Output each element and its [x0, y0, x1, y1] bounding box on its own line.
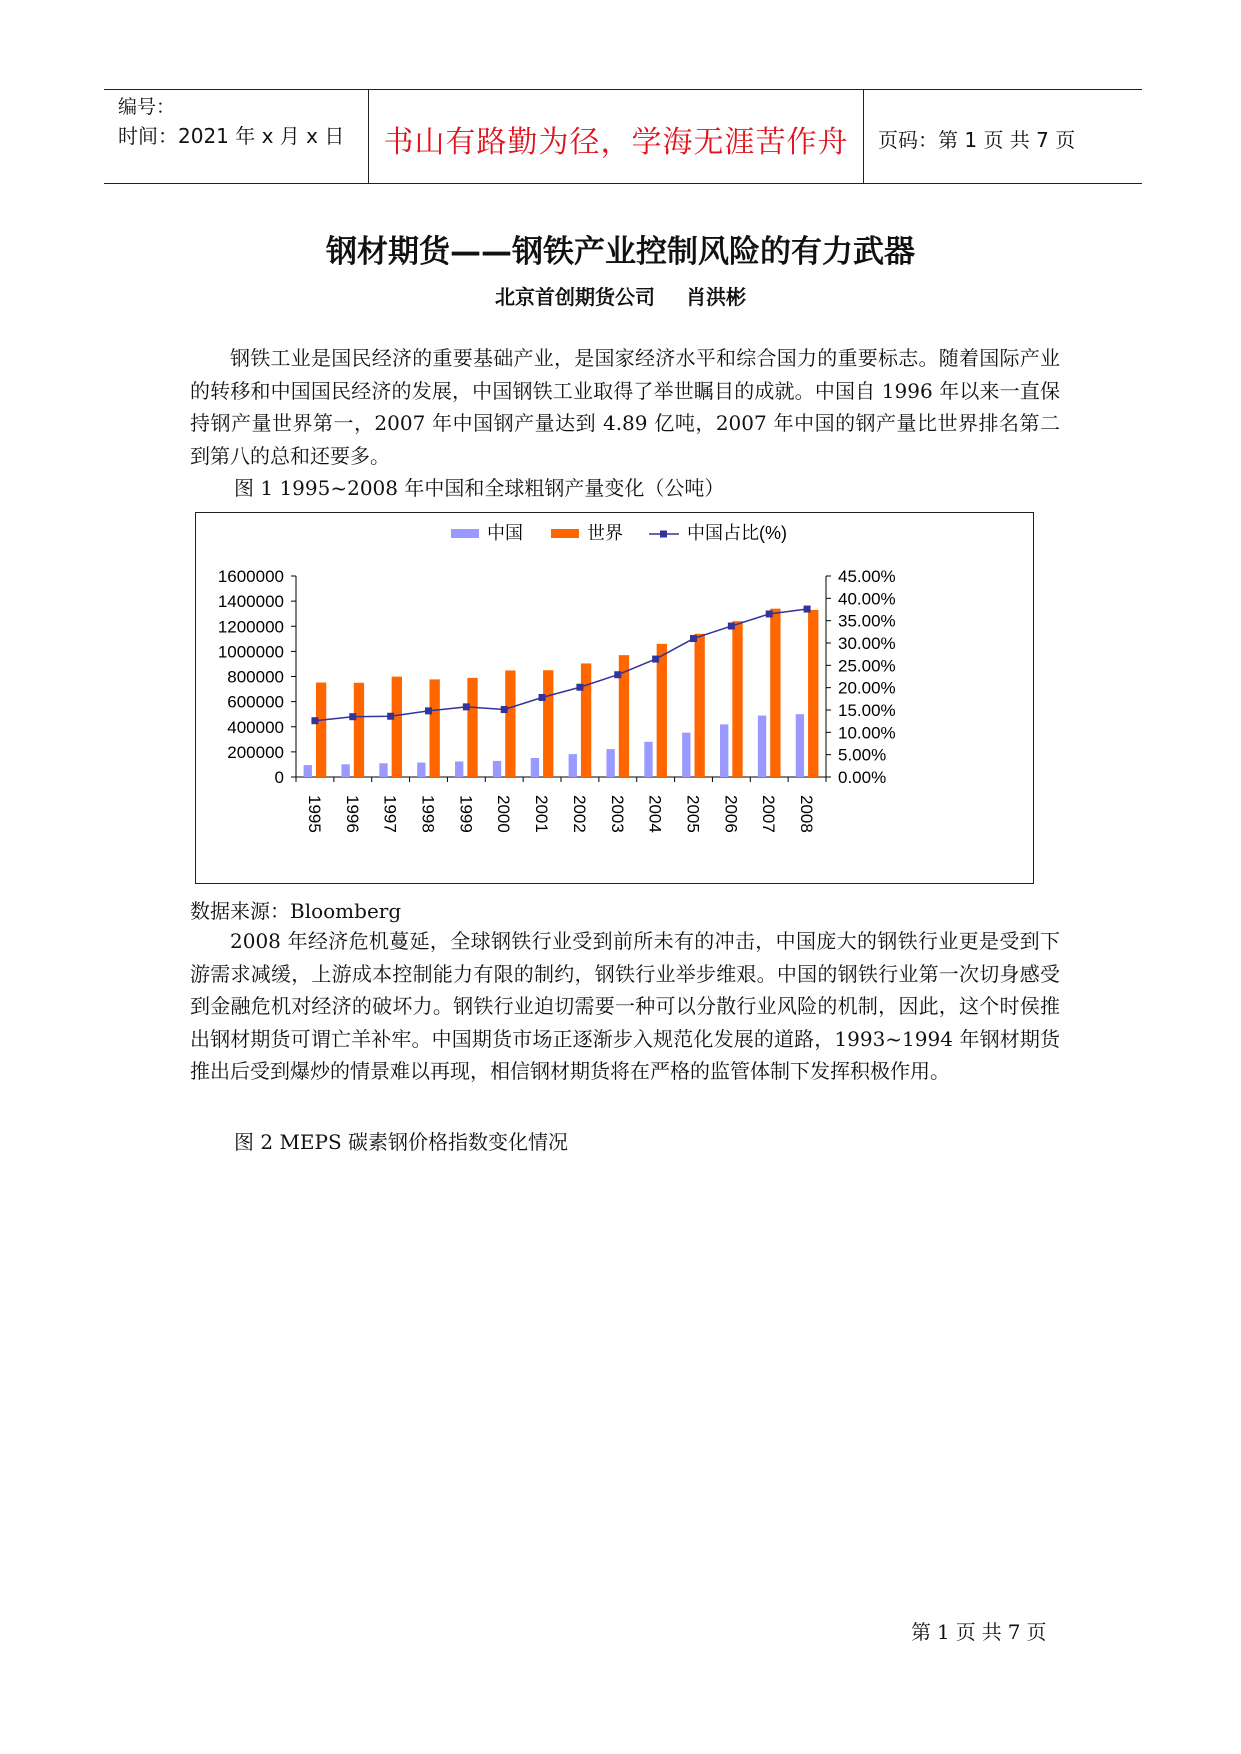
left-tick-label: 600000 [227, 692, 284, 712]
line-point [463, 703, 470, 710]
legend-label-world: 世界 [587, 523, 623, 543]
author-org: 北京首创期货公司 [495, 285, 656, 309]
line-point [766, 610, 773, 617]
paragraph-2: 2008 年经济危机蔓延，全球钢铁行业受到前所未有的冲击，中国庞大的钢铁行业更是受到下游需求减缓，上游成本控制能力有限的制约，钢铁行业举步维艰。中国的钢铁行业第一次切身感受到金融危机对经济的破坏力。钢铁行业迫切需要一种可以分散行业风险的机制，因此，这个时侯推出钢材期货可谓亡羊补牢。中国期货市场正逐渐步入规范化发展的道路，1993~1994 年钢材期货推出后受到爆炒的情景难以再现，相信钢材期货将在严格的监管体制下发挥积极作用。 [190, 929, 1060, 1083]
x-tick-label: 2004 [645, 795, 665, 833]
left-tick-label: 1000000 [217, 642, 284, 662]
left-tick-label: 400000 [227, 717, 284, 737]
steel-output-chart [195, 512, 1034, 884]
chart-legend [451, 523, 787, 543]
bar-china [379, 763, 387, 777]
bar-world [354, 683, 364, 777]
x-tick-label: 2003 [607, 795, 627, 833]
line-point [804, 606, 811, 613]
left-tick-label: 1400000 [217, 592, 284, 612]
footer-part: 页 [1026, 1620, 1047, 1644]
right-tick-label: 15.00% [838, 701, 896, 720]
right-tick-label: 5.00% [838, 745, 887, 765]
line-point [501, 706, 508, 713]
footer-part: 页 [955, 1620, 976, 1644]
header-motto: 书山有路勤为径，学海无涯苦作舟 [383, 125, 849, 160]
document-title: 钢材期货——钢铁产业控制风险的有力武器 [326, 234, 915, 270]
bar-china [606, 749, 614, 777]
x-tick-label: 2000 [494, 795, 514, 833]
bar-china [531, 758, 539, 777]
left-tick-label: 800000 [227, 667, 284, 687]
figure-2-caption: 图 2 MEPS 碳素钢价格指数变化情况 [234, 1130, 569, 1154]
legend-swatch-china [451, 529, 479, 538]
left-tick-label: 0 [274, 768, 284, 787]
bar-china [682, 733, 690, 777]
author-name: 肖洪彬 [685, 285, 746, 309]
bar-world [657, 644, 667, 777]
bar-world [505, 670, 515, 777]
x-tick-label: 1997 [380, 795, 400, 833]
legend-label-china: 中国 [487, 523, 523, 543]
header-table [104, 89, 1142, 184]
bar-world [543, 670, 553, 777]
bar-china [455, 761, 463, 777]
footer-total-pages: 7 [1007, 1620, 1021, 1644]
right-tick-label: 30.00% [838, 634, 896, 653]
bar-china [341, 764, 349, 777]
left-tick-label: 1200000 [217, 617, 284, 637]
line-point [539, 694, 546, 701]
header-page-cell [864, 90, 1142, 183]
bar-china [304, 765, 312, 777]
bar-world [467, 678, 477, 777]
header-left-cell [104, 90, 369, 183]
paragraph-1: 钢铁工业是国民经济的重要基础产业，是国家经济水平和综合国力的重要标志。随着国际产业的转移和中国国民经济的发展，中国钢铁工业取得了举世瞩目的成就。中国自 1996 年以来一直保持钢产量世界第一，2007 年中国钢产量达到 4.89 亿吨，2007 年中国的钢产量比世界排名第二到第八的总和还要多。 [190, 346, 1060, 468]
x-tick-label: 2007 [759, 795, 779, 833]
left-tick-label: 1600000 [217, 567, 284, 586]
line-point [349, 713, 356, 720]
bar-china [796, 714, 804, 777]
document-number-label: 编号： [118, 96, 176, 118]
x-tick-label: 2005 [683, 795, 703, 833]
right-tick-label: 20.00% [838, 678, 896, 698]
legend-label-share: 中国占比(%) [687, 523, 787, 543]
document-time-label: 时间：2021 年 x 月 x 日 [118, 124, 345, 148]
left-tick-label: 200000 [227, 742, 284, 762]
bar-world [316, 683, 326, 777]
x-tick-label: 1998 [418, 795, 438, 833]
line-point [690, 635, 697, 642]
line-point [387, 713, 394, 720]
bar-world [392, 677, 402, 777]
x-tick-label: 2006 [721, 795, 741, 833]
line-point [425, 707, 432, 714]
bar-world [770, 609, 780, 777]
bar-china [758, 716, 766, 777]
header-page-label: 页码：第 1 页 共 7 页 [878, 128, 1076, 152]
right-tick-label: 25.00% [838, 656, 896, 676]
x-tick-label: 2008 [797, 795, 817, 833]
bar-china [569, 754, 577, 777]
bar-china [720, 724, 728, 777]
header-motto-cell [369, 90, 864, 183]
right-tick-label: 10.00% [838, 723, 896, 743]
right-tick-label: 0.00% [838, 768, 887, 787]
right-tick-label: 40.00% [838, 589, 896, 609]
x-tick-label: 1995 [304, 795, 324, 833]
bar-world [430, 679, 440, 777]
x-tick-label: 2002 [569, 795, 589, 833]
figure-1-caption: 图 1 1995~2008 年中国和全球粗钢产量变化（公吨） [234, 476, 725, 500]
bar-world [695, 634, 705, 777]
author-line [0, 281, 1241, 310]
line-point [576, 684, 583, 691]
bar-china [493, 761, 501, 777]
bar-china [417, 763, 425, 777]
footer-part: 第 [911, 1620, 931, 1644]
x-tick-label: 1996 [342, 795, 362, 833]
line-point [728, 623, 735, 630]
line-point [311, 717, 318, 724]
chart-canvas [196, 513, 1033, 883]
x-tick-label: 2001 [532, 795, 552, 833]
line-point [614, 671, 621, 678]
legend-swatch-share-marker [660, 531, 667, 538]
bar-world [581, 663, 591, 777]
footer-part: 共 [981, 1620, 1002, 1644]
footer-page-number: 1 [937, 1620, 950, 1644]
bar-world [732, 621, 742, 777]
data-source: 数据来源：Bloomberg [190, 899, 402, 923]
page-footer [911, 1616, 1052, 1645]
right-tick-label: 35.00% [838, 611, 896, 631]
right-tick-label: 45.00% [838, 567, 896, 586]
bar-world [808, 610, 818, 777]
bar-china [644, 742, 652, 777]
line-point [652, 656, 659, 663]
legend-swatch-world [551, 529, 579, 538]
x-tick-label: 1999 [456, 795, 476, 833]
